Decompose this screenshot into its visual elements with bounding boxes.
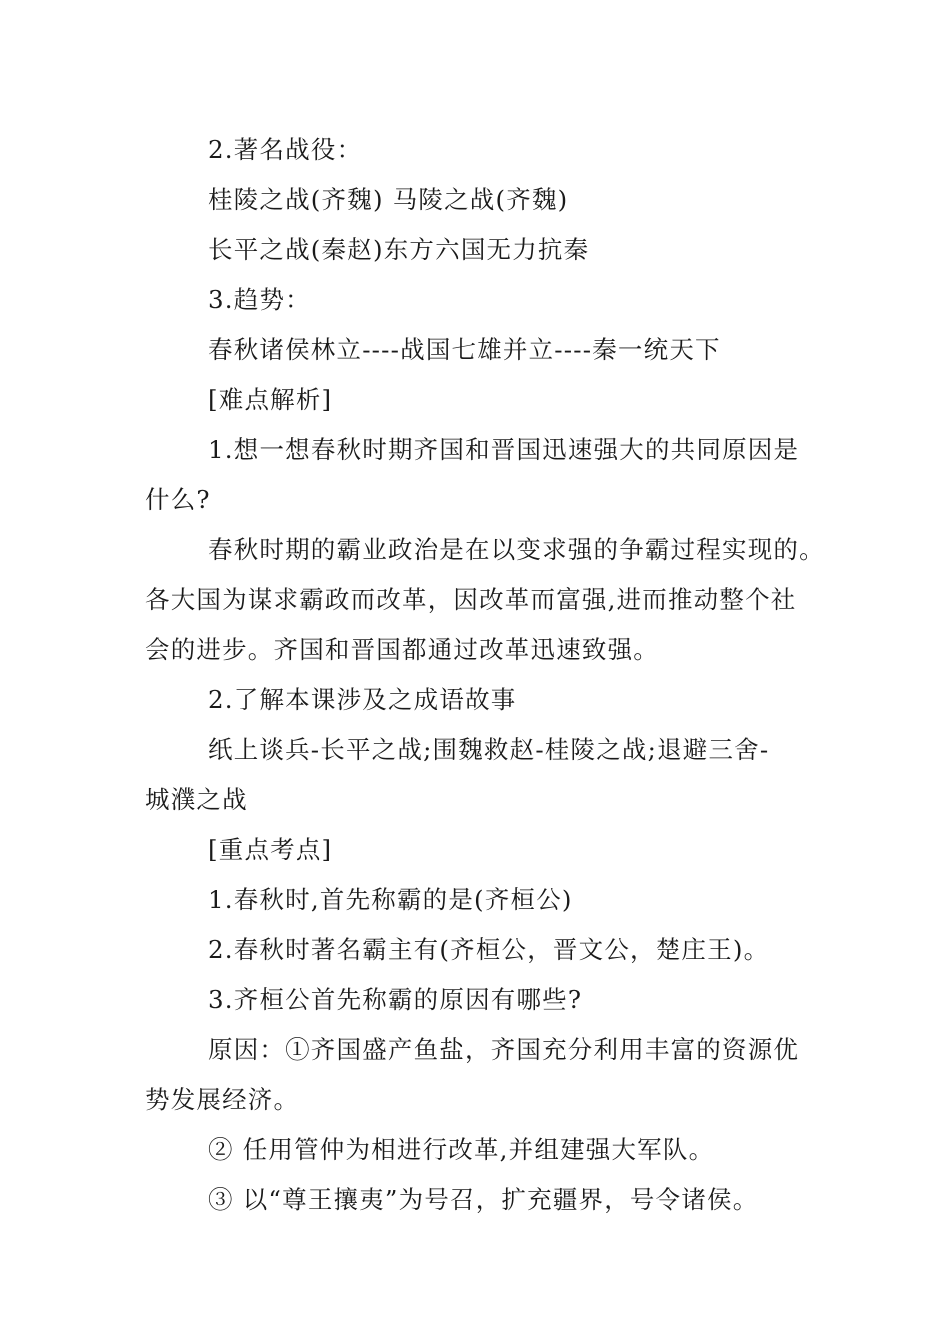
text-line: 长平之战(秦赵)东方六国无力抗秦 bbox=[208, 235, 590, 264]
text-line: ② 任用管仲为相进行改革,并组建强大军队。 bbox=[208, 1135, 715, 1164]
text-line: ③ 以“尊王攘夷”为号召，扩充疆界，号令诸侯。 bbox=[208, 1185, 759, 1214]
text-line: 1.春秋时,首先称霸的是(齐桓公) bbox=[208, 885, 573, 914]
text-line: 会的进步。齐国和晋国都通过改革迅速致强。 bbox=[145, 635, 659, 664]
text-line: 春秋诸侯林立----战国七雄并立----秦一统天下 bbox=[208, 335, 721, 364]
text-line: 纸上谈兵-长平之战;围魏救赵-桂陵之战;退避三舍- bbox=[208, 735, 770, 764]
text-line: 3.齐桓公首先称霸的原因有哪些? bbox=[208, 985, 583, 1014]
text-line: 2.春秋时著名霸主有(齐桓公，晋文公，楚庄王)。 bbox=[208, 935, 770, 964]
text-line: 1.想一想春秋时期齐国和晋国迅速强大的共同原因是 bbox=[208, 435, 800, 464]
section-heading-key-points: [重点考点] bbox=[208, 835, 333, 864]
text-line: 城濮之战 bbox=[145, 785, 248, 814]
heading-famous-battles: 2.著名战役： bbox=[208, 135, 363, 164]
text-line: 势发展经济。 bbox=[145, 1085, 300, 1114]
text-line: 2.了解本课涉及之成语故事 bbox=[208, 685, 517, 714]
text-line: 桂陵之战(齐魏) 马陵之战(齐魏) bbox=[208, 185, 569, 214]
text-line: 原因：①齐国盛产鱼盐，齐国充分利用丰富的资源优 bbox=[208, 1035, 800, 1064]
text-line: 什么? bbox=[145, 485, 211, 514]
text-line: 春秋时期的霸业政治是在以变求强的争霸过程实现的。 bbox=[208, 535, 825, 564]
section-heading-difficulty: [难点解析] bbox=[208, 385, 333, 414]
text-line: 各大国为谋求霸政而改革，因改革而富强,进而推动整个社 bbox=[145, 585, 797, 614]
heading-trend: 3.趋势： bbox=[208, 285, 311, 314]
